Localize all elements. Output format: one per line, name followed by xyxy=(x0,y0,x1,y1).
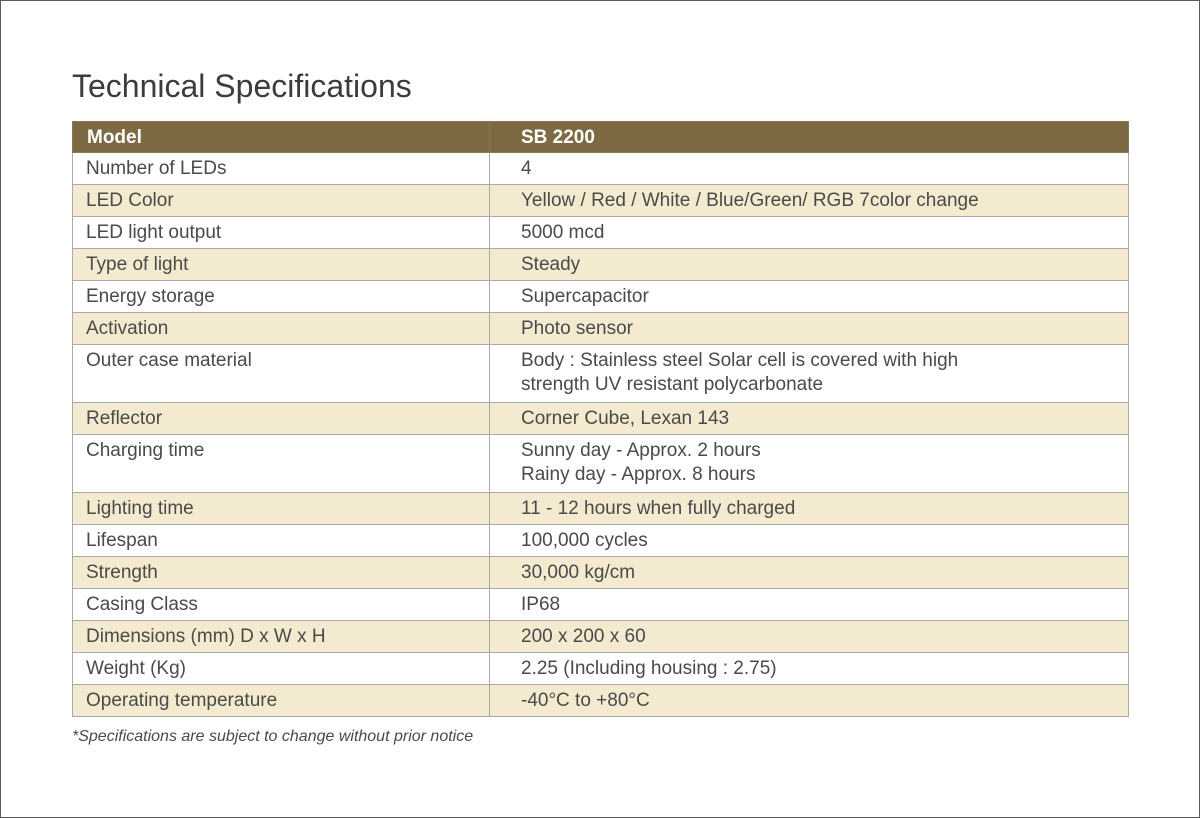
spec-label: Energy storage xyxy=(73,281,490,313)
spec-label: Type of light xyxy=(73,249,490,281)
spec-label: Dimensions (mm) D x W x H xyxy=(73,621,490,653)
spec-value: Corner Cube, Lexan 143 xyxy=(490,403,1129,435)
table-row xyxy=(73,185,1129,217)
spec-value: 30,000 kg/cm xyxy=(490,557,1129,589)
spec-label: Outer case material xyxy=(73,345,490,403)
spec-value: Yellow / Red / White / Blue/Green/ RGB 7color change xyxy=(490,185,1129,217)
spec-label: Strength xyxy=(73,557,490,589)
spec-label: Lighting time xyxy=(73,493,490,525)
table-header-row xyxy=(73,122,1129,153)
table-row xyxy=(73,653,1129,685)
spec-value: Photo sensor xyxy=(490,313,1129,345)
spec-label: LED light output xyxy=(73,217,490,249)
specifications-table xyxy=(72,121,1129,717)
spec-label: Operating temperature xyxy=(73,685,490,717)
table-row xyxy=(73,403,1129,435)
table-row xyxy=(73,525,1129,557)
spec-label: Lifespan xyxy=(73,525,490,557)
spec-value: 100,000 cycles xyxy=(490,525,1129,557)
spec-value: 200 x 200 x 60 xyxy=(490,621,1129,653)
spec-label: Number of LEDs xyxy=(73,153,490,185)
spec-value: 4 xyxy=(490,153,1129,185)
table-row xyxy=(73,435,1129,493)
spec-label: Charging time xyxy=(73,435,490,493)
spec-value: IP68 xyxy=(490,589,1129,621)
spec-value: 5000 mcd xyxy=(490,217,1129,249)
spec-value: 2.25 (Including housing : 2.75) xyxy=(490,653,1129,685)
table-row xyxy=(73,621,1129,653)
header-model-label: Model xyxy=(73,122,490,153)
table-row xyxy=(73,217,1129,249)
table-row xyxy=(73,589,1129,621)
table-row xyxy=(73,281,1129,313)
spec-label: Weight (Kg) xyxy=(73,653,490,685)
table-row xyxy=(73,557,1129,589)
spec-label: Activation xyxy=(73,313,490,345)
table-row xyxy=(73,249,1129,281)
disclaimer-footnote: *Specifications are subject to change without prior notice xyxy=(72,728,474,745)
spec-value: Steady xyxy=(490,249,1129,281)
spec-label: Reflector xyxy=(73,403,490,435)
header-model-value: SB 2200 xyxy=(490,122,1129,153)
table-row xyxy=(73,345,1129,403)
spec-value: Body : Stainless steel Solar cell is covered with high strength UV resistant polycarbonate xyxy=(490,345,1129,403)
table-row xyxy=(73,493,1129,525)
table-row xyxy=(73,685,1129,717)
page-title: Technical Specifications xyxy=(72,68,412,104)
spec-value: Sunny day - Approx. 2 hours Rainy day - Approx. 8 hours xyxy=(490,435,1129,493)
spec-value: 11 - 12 hours when fully charged xyxy=(490,493,1129,525)
spec-value: Supercapacitor xyxy=(490,281,1129,313)
spec-value: -40°C to +80°C xyxy=(490,685,1129,717)
spec-label: Casing Class xyxy=(73,589,490,621)
table-row xyxy=(73,153,1129,185)
spec-label: LED Color xyxy=(73,185,490,217)
table-row xyxy=(73,313,1129,345)
